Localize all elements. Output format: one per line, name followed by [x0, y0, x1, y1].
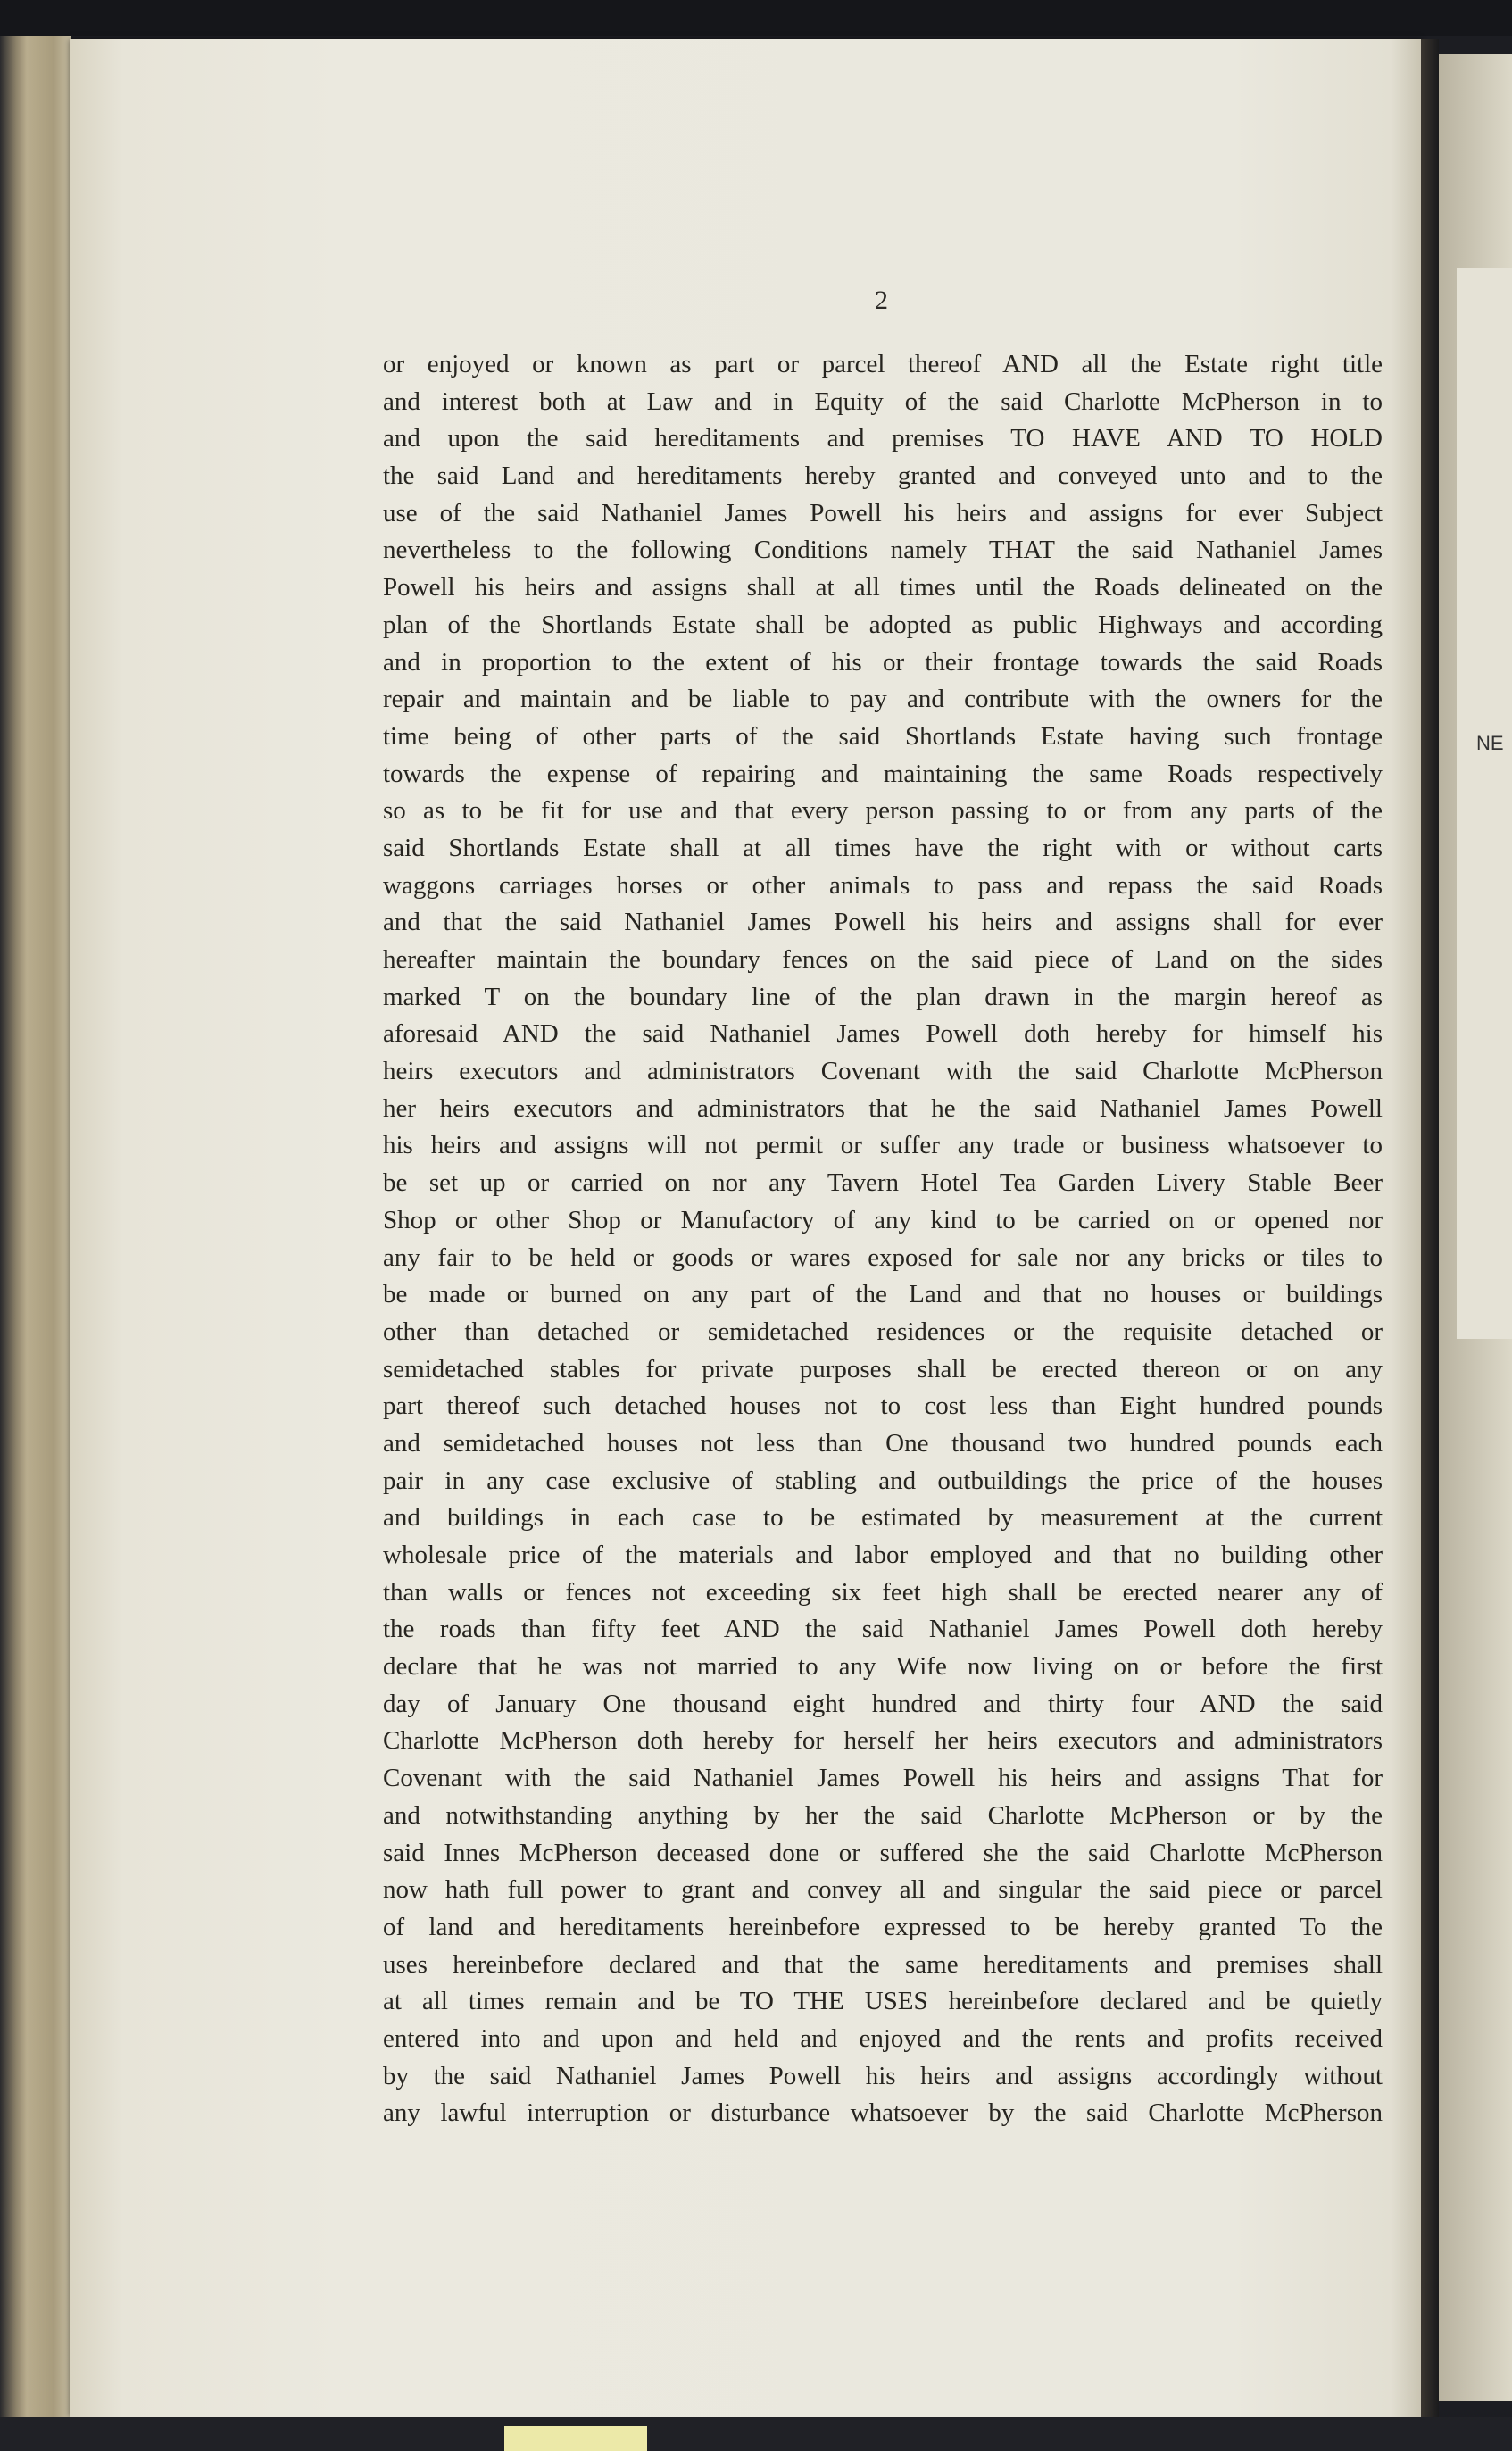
text-line: said Shortlands Estate shall at all times have the right with or without carts: [383, 833, 1383, 862]
text-line: semidetached stables for private purposes shall be erected thereon or on any: [383, 1354, 1383, 1383]
text-line: repair and maintain and be liable to pay and contribute with the owners for the: [383, 685, 1383, 714]
text-line: towards the expense of repairing and maintaining the same Roads respectively: [383, 759, 1383, 788]
text-line: waggons carriages horses or other animals to pass and repass the said Roads: [383, 870, 1383, 900]
text-line: plan of the Shortlands Estate shall be adopted as public Highways and according: [383, 610, 1383, 639]
text-line: and upon the said hereditaments and premises TO HAVE AND TO HOLD: [383, 424, 1383, 453]
text-line: and in proportion to the extent of his or their frontage towards the said Roads: [383, 647, 1383, 677]
text-line: or enjoyed or known as part or parcel thereof AND all the Estate right title: [383, 350, 1383, 378]
text-line: aforesaid AND the said Nathaniel James Powell doth hereby for himself his: [383, 1019, 1383, 1049]
adjacent-page: [1439, 54, 1512, 2401]
text-line: said Innes McPherson deceased done or suffered she the said Charlotte McPherson: [383, 1838, 1383, 1867]
text-line: Shop or other Shop or Manufactory of any kind to be carried on or opened nor: [383, 1205, 1383, 1234]
text-line: and that the said Nathaniel James Powell his heirs and assigns shall for ever: [383, 908, 1383, 937]
text-line: other than detached or semidetached residences or the requisite detached or: [383, 1317, 1383, 1346]
text-line: so as to be fit for use and that every person passing to or from any parts of the: [383, 796, 1383, 826]
folded-plan-flap: [1457, 268, 1512, 1339]
text-line: the roads than fifty feet AND the said Nathaniel James Powell doth hereby: [383, 1615, 1383, 1644]
text-line: now hath full power to grant and convey all and singular the said piece or parcel: [383, 1875, 1383, 1905]
text-line: time being of other parts of the said Shortlands Estate having such frontage: [383, 721, 1383, 751]
text-line: pair in any case exclusive of stabling and outbuildings the price of the houses: [383, 1466, 1383, 1495]
text-line: and buildings in each case to be estimated by measurement at the current: [383, 1503, 1383, 1533]
text-line: declare that he was not married to any Wife now living on or before the first: [383, 1652, 1383, 1682]
text-line: at all times remain and be TO THE USES hereinbefore declared and be quietly: [383, 1987, 1383, 2016]
text-line: day of January One thousand eight hundred and thirty four AND the said: [383, 1689, 1383, 1718]
text-line: the said Land and hereditaments hereby granted and conveyed unto and to the: [383, 461, 1383, 491]
scan-bottom-border: [0, 2417, 1512, 2451]
book-left-edge: [0, 36, 71, 2428]
text-line: and semidetached houses not less than One thousand two hundred pounds each: [383, 1428, 1383, 1458]
text-line: Powell his heirs and assigns shall at all times until the Roads delineated on the: [383, 573, 1383, 602]
page-number: 2: [875, 286, 888, 315]
paper-tag: [504, 2426, 647, 2451]
margin-fragment: NE: [1476, 732, 1504, 754]
text-line: be made or burned on any part of the Land and that no houses or buildings: [383, 1280, 1383, 1309]
text-line: her heirs executors and administrators that he the said Nathaniel James Powell: [383, 1093, 1383, 1123]
text-line: Charlotte McPherson doth hereby for herself her heirs executors and administrators: [383, 1726, 1383, 1756]
text-line: heirs executors and administrators Covenant with the said Charlotte McPherson: [383, 1057, 1383, 1086]
text-line: be set up or carried on nor any Tavern Hotel Tea Garden Livery Stable Beer: [383, 1168, 1383, 1198]
text-line: his heirs and assigns will not permit or suffer any trade or business whatsoever to: [383, 1131, 1383, 1160]
text-line: of land and hereditaments hereinbefore expressed to be hereby granted To the: [383, 1912, 1383, 1941]
scan-top-border: [0, 0, 1512, 36]
text-line: nevertheless to the following Conditions namely THAT the said Nathaniel James: [383, 536, 1383, 565]
text-line: uses hereinbefore declared and that the same hereditaments and premises shall: [383, 1949, 1383, 1979]
text-line: hereafter maintain the boundary fences on the said piece of Land on the sides: [383, 945, 1383, 974]
text-line: marked T on the boundary line of the plan drawn in the margin hereof as: [383, 982, 1383, 1011]
book-gutter: [1421, 39, 1439, 2417]
text-line: and notwithstanding anything by her the said Charlotte McPherson or by the: [383, 1800, 1383, 1830]
text-line: any fair to be held or goods or wares exposed for sale nor any bricks or tiles to: [383, 1242, 1383, 1272]
text-line: and interest both at Law and in Equity of the said Charlotte McPherson in to: [383, 386, 1383, 416]
text-line: any lawful interruption or disturbance whatsoever by the said Charlotte McPherson: [383, 2098, 1383, 2128]
text-line: Covenant with the said Nathaniel James Powell his heirs and assigns That for: [383, 1764, 1383, 1793]
text-line: part thereof such detached houses not to cost less than Eight hundred pounds: [383, 1392, 1383, 1421]
text-line: wholesale price of the materials and labor employed and that no building other: [383, 1541, 1383, 1569]
text-line: than walls or fences not exceeding six feet high shall be erected nearer any of: [383, 1577, 1383, 1607]
text-line: entered into and upon and held and enjoyed and the rents and profits received: [383, 2023, 1383, 2053]
body-text: [383, 346, 1383, 2132]
text-line: by the said Nathaniel James Powell his heirs and assigns accordingly without: [383, 2061, 1383, 2090]
text-line: use of the said Nathaniel James Powell his heirs and assigns for ever Subject: [383, 498, 1383, 528]
